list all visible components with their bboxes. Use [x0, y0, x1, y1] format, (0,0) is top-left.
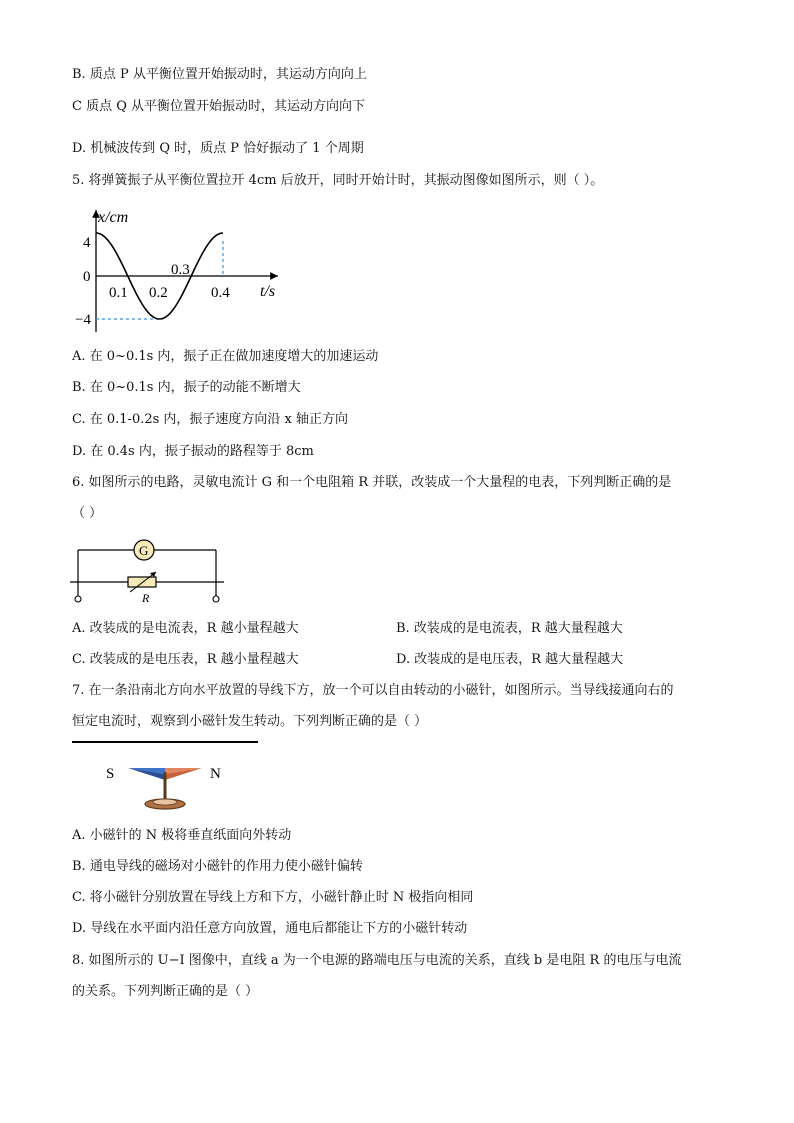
- q6-stem-line1: 6. 如图所示的电路，灵敏电流计 G 和一个电阻箱 R 并联，改装成一个大量程的电表，下列判断正确的是: [72, 475, 672, 490]
- vibration-graph-svg: [74, 200, 294, 340]
- q8-stem-line1: 8. 如图所示的 U−I 图像中，直线 a 为一个电源的路端电压与电流的关系，直线 b 是电阻 R 的电压与电流: [72, 953, 682, 968]
- q6-option-b: B. 改装成的是电流表，R 越大量程越大: [396, 621, 623, 636]
- q8-stem-line2: 的关系。下列判断正确的是（ ）: [72, 984, 259, 999]
- q4-option-c: C 质点 Q 从平衡位置开始振动时，其运动方向向下: [72, 99, 366, 114]
- resistor-label: R: [142, 591, 150, 605]
- x-tick-0.1: 0.1: [109, 285, 128, 301]
- q6-option-d: D. 改装成的是电压表，R 越大量程越大: [396, 652, 624, 667]
- x-tick-0.3: 0.3: [171, 262, 190, 278]
- q6-option-c: C. 改装成的是电压表，R 越小量程越大: [72, 652, 299, 667]
- q4-option-b: B. 质点 P 从平衡位置开始振动时，其运动方向向上: [72, 67, 367, 82]
- y-tick-4: 4: [83, 235, 91, 251]
- south-pole-label: S: [106, 766, 115, 782]
- q5-option-c: C. 在 0.1-0.2s 内，振子速度方向沿 x 轴正方向: [72, 412, 349, 427]
- q7-stem-line1: 7. 在一条沿南北方向水平放置的导线下方，放一个可以自由转动的小磁针，如图所示。当导线接通向右的: [72, 683, 674, 698]
- compass-svg: [70, 738, 270, 816]
- vibration-graph: [74, 200, 294, 344]
- x-tick-0.2: 0.2: [149, 285, 168, 301]
- q4-option-d: D. 机械波传到 Q 时，质点 P 恰好振动了 1 个周期: [72, 141, 364, 156]
- terminal-left-icon: [75, 596, 81, 602]
- y-tick-neg4: −4: [75, 312, 91, 328]
- q7-option-a: A. 小磁针的 N 极将垂直纸面向外转动: [72, 828, 292, 843]
- q6-stem-line2: （ ）: [72, 506, 103, 521]
- q7-option-d: D. 导线在水平面内沿任意方向放置，通电后都能让下方的小磁针转动: [72, 921, 468, 936]
- q7-option-c: C. 将小磁针分别放置在导线上方和下方，小磁针静止时 N 极指向相同: [72, 890, 474, 905]
- y-tick-0: 0: [83, 269, 91, 285]
- galvanometer-label: G: [139, 543, 149, 558]
- x-tick-0.4: 0.4: [211, 285, 230, 301]
- north-pole-label: N: [210, 766, 221, 782]
- q5-option-d: D. 在 0.4s 内，振子振动的路程等于 8cm: [72, 444, 314, 459]
- circuit-diagram: [70, 534, 230, 614]
- q5-option-b: B. 在 0~0.1s 内，振子的动能不断增大: [72, 380, 301, 395]
- q5-option-a: A. 在 0~0.1s 内，振子正在做加速度增大的加速运动: [72, 349, 379, 364]
- q7-stem-line2: 恒定电流时，观察到小磁针发生转动。下列判断正确的是（ ）: [72, 714, 428, 729]
- y-axis-label: x/cm: [98, 209, 129, 226]
- q6-option-a: A. 改装成的是电流表，R 越小量程越大: [72, 621, 299, 636]
- circuit-svg: [70, 534, 230, 610]
- q7-option-b: B. 通电导线的磁场对小磁针的作用力使小磁针偏转: [72, 859, 363, 874]
- q5-stem: 5. 将弹簧振子从平衡位置拉开 4cm 后放开，同时开始计时，其振动图像如图所示，则（ ）。: [72, 173, 604, 188]
- x-axis-label: t/s: [260, 283, 276, 300]
- terminal-right-icon: [213, 596, 219, 602]
- compass-diagram: [70, 738, 270, 820]
- resistor-box-icon: [128, 577, 156, 587]
